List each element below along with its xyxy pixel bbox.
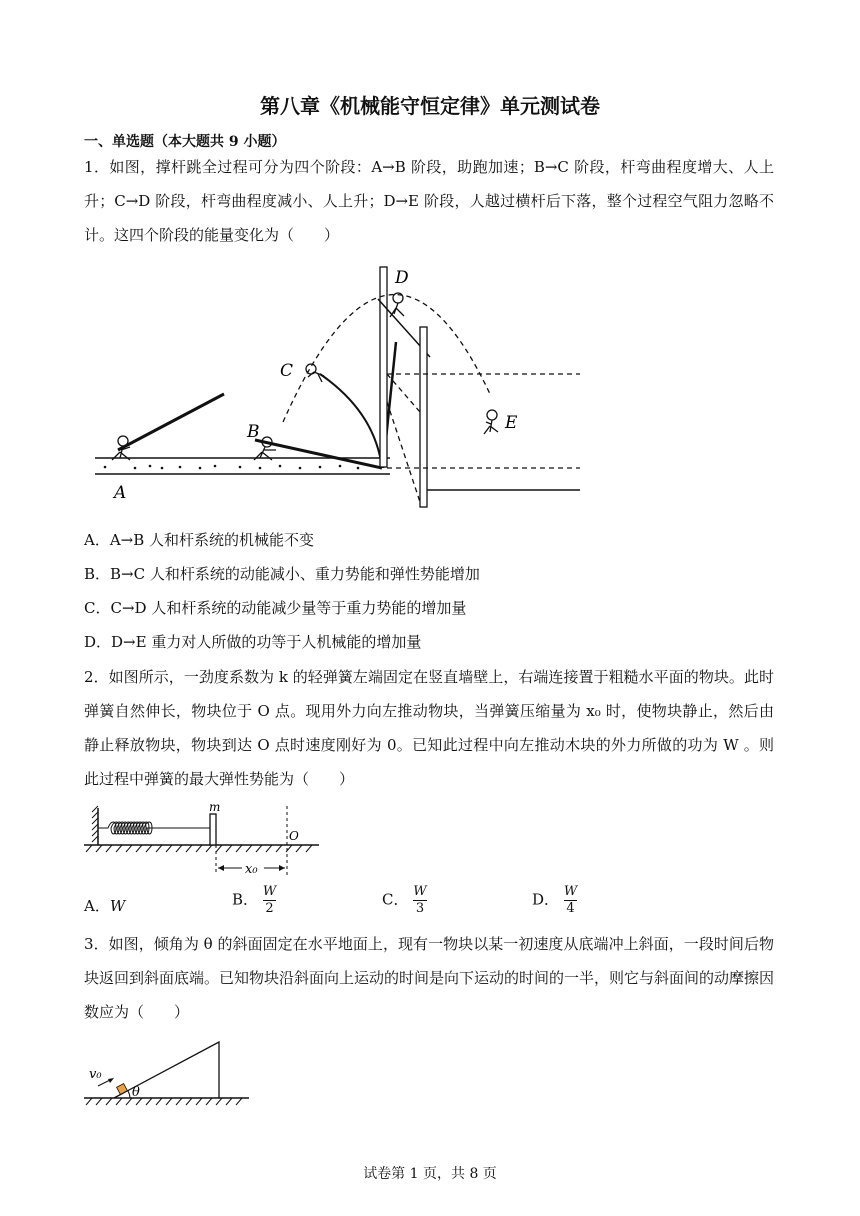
q2-option-a: A．W — [84, 897, 126, 915]
question-3-text: 3．如图，倾角为 θ 的斜面固定在水平地面上，现有一物块以某一初速度从底端冲上斜面，一段时间后物块返回到斜面底端。已知物块沿斜面向上运动的时间是向下运动的时间的一半，则它与斜面间的动摩擦因数应为（ ） — [84, 935, 775, 1021]
q2-option-b: B． $\frac{W}{2}$ — [232, 884, 277, 916]
section-heading: 一、单选题（本大题共 9 小题） — [84, 134, 286, 150]
page-title: 第八章《机械能守恒定律》单元测试卷 — [260, 94, 600, 118]
incline-figure — [84, 1036, 254, 1116]
q2-option-d: D． $\frac{W}{4}$ — [532, 884, 578, 916]
question-2-text: 2．如图所示，一劲度系数为 k 的轻弹簧左端固定在竖直墙壁上，右端连接置于粗糙水平面的物块。此时弹簧自然伸长，物块位于 O 点。现用外力向左推动物块，当弹簧压缩量为 x₀ 时，使物块静止，然后由静止释放物块，物块到达 O 点时速度刚好为 0。已知此过程中向左推动木块的外力所做的功为 W 。则此过程中弹簧的最大弹性势能为（ ） — [84, 668, 774, 788]
pole-vault-figure — [90, 262, 590, 512]
q1-option-d: D．D→E 重力对人所做的功等于人机械能的增加量 — [84, 633, 422, 651]
label-m: m — [209, 800, 221, 814]
page-footer: 试卷第 1 页，共 8 页 — [363, 1166, 497, 1182]
label-D: D — [395, 268, 409, 288]
q1-option-c: C．C→D 人和杆系统的动能减少量等于重力势能的增加量 — [84, 599, 467, 617]
label-O: O — [289, 829, 299, 843]
spring-block-figure — [84, 800, 324, 880]
q1-option-b: B．B→C 人和杆系统的动能减小、重力势能和弹性势能增加 — [84, 565, 480, 583]
label-x0: x₀ — [245, 862, 258, 877]
q1-option-a: A．A→B 人和杆系统的机械能不变 — [84, 531, 315, 549]
question-1-text: 1．如图，撑杆跳全过程可分为四个阶段：A→B 阶段，助跑加速；B→C 阶段，杆弯曲程度增大、人上升；C→D 阶段，杆弯曲程度减小、人上升；D→E 阶段，人越过横杆后下落，整个过程空气阻力忽略不计。这四个阶段的能量变化为（ ） — [84, 158, 774, 244]
label-E: E — [505, 413, 518, 433]
q2-option-c: C． $\frac{W}{3}$ — [382, 884, 427, 916]
label-theta: θ — [132, 1085, 140, 1100]
label-C: C — [280, 361, 294, 381]
label-A: A — [114, 483, 127, 503]
label-B: B — [247, 422, 260, 442]
label-v0: v₀ — [89, 1067, 102, 1082]
